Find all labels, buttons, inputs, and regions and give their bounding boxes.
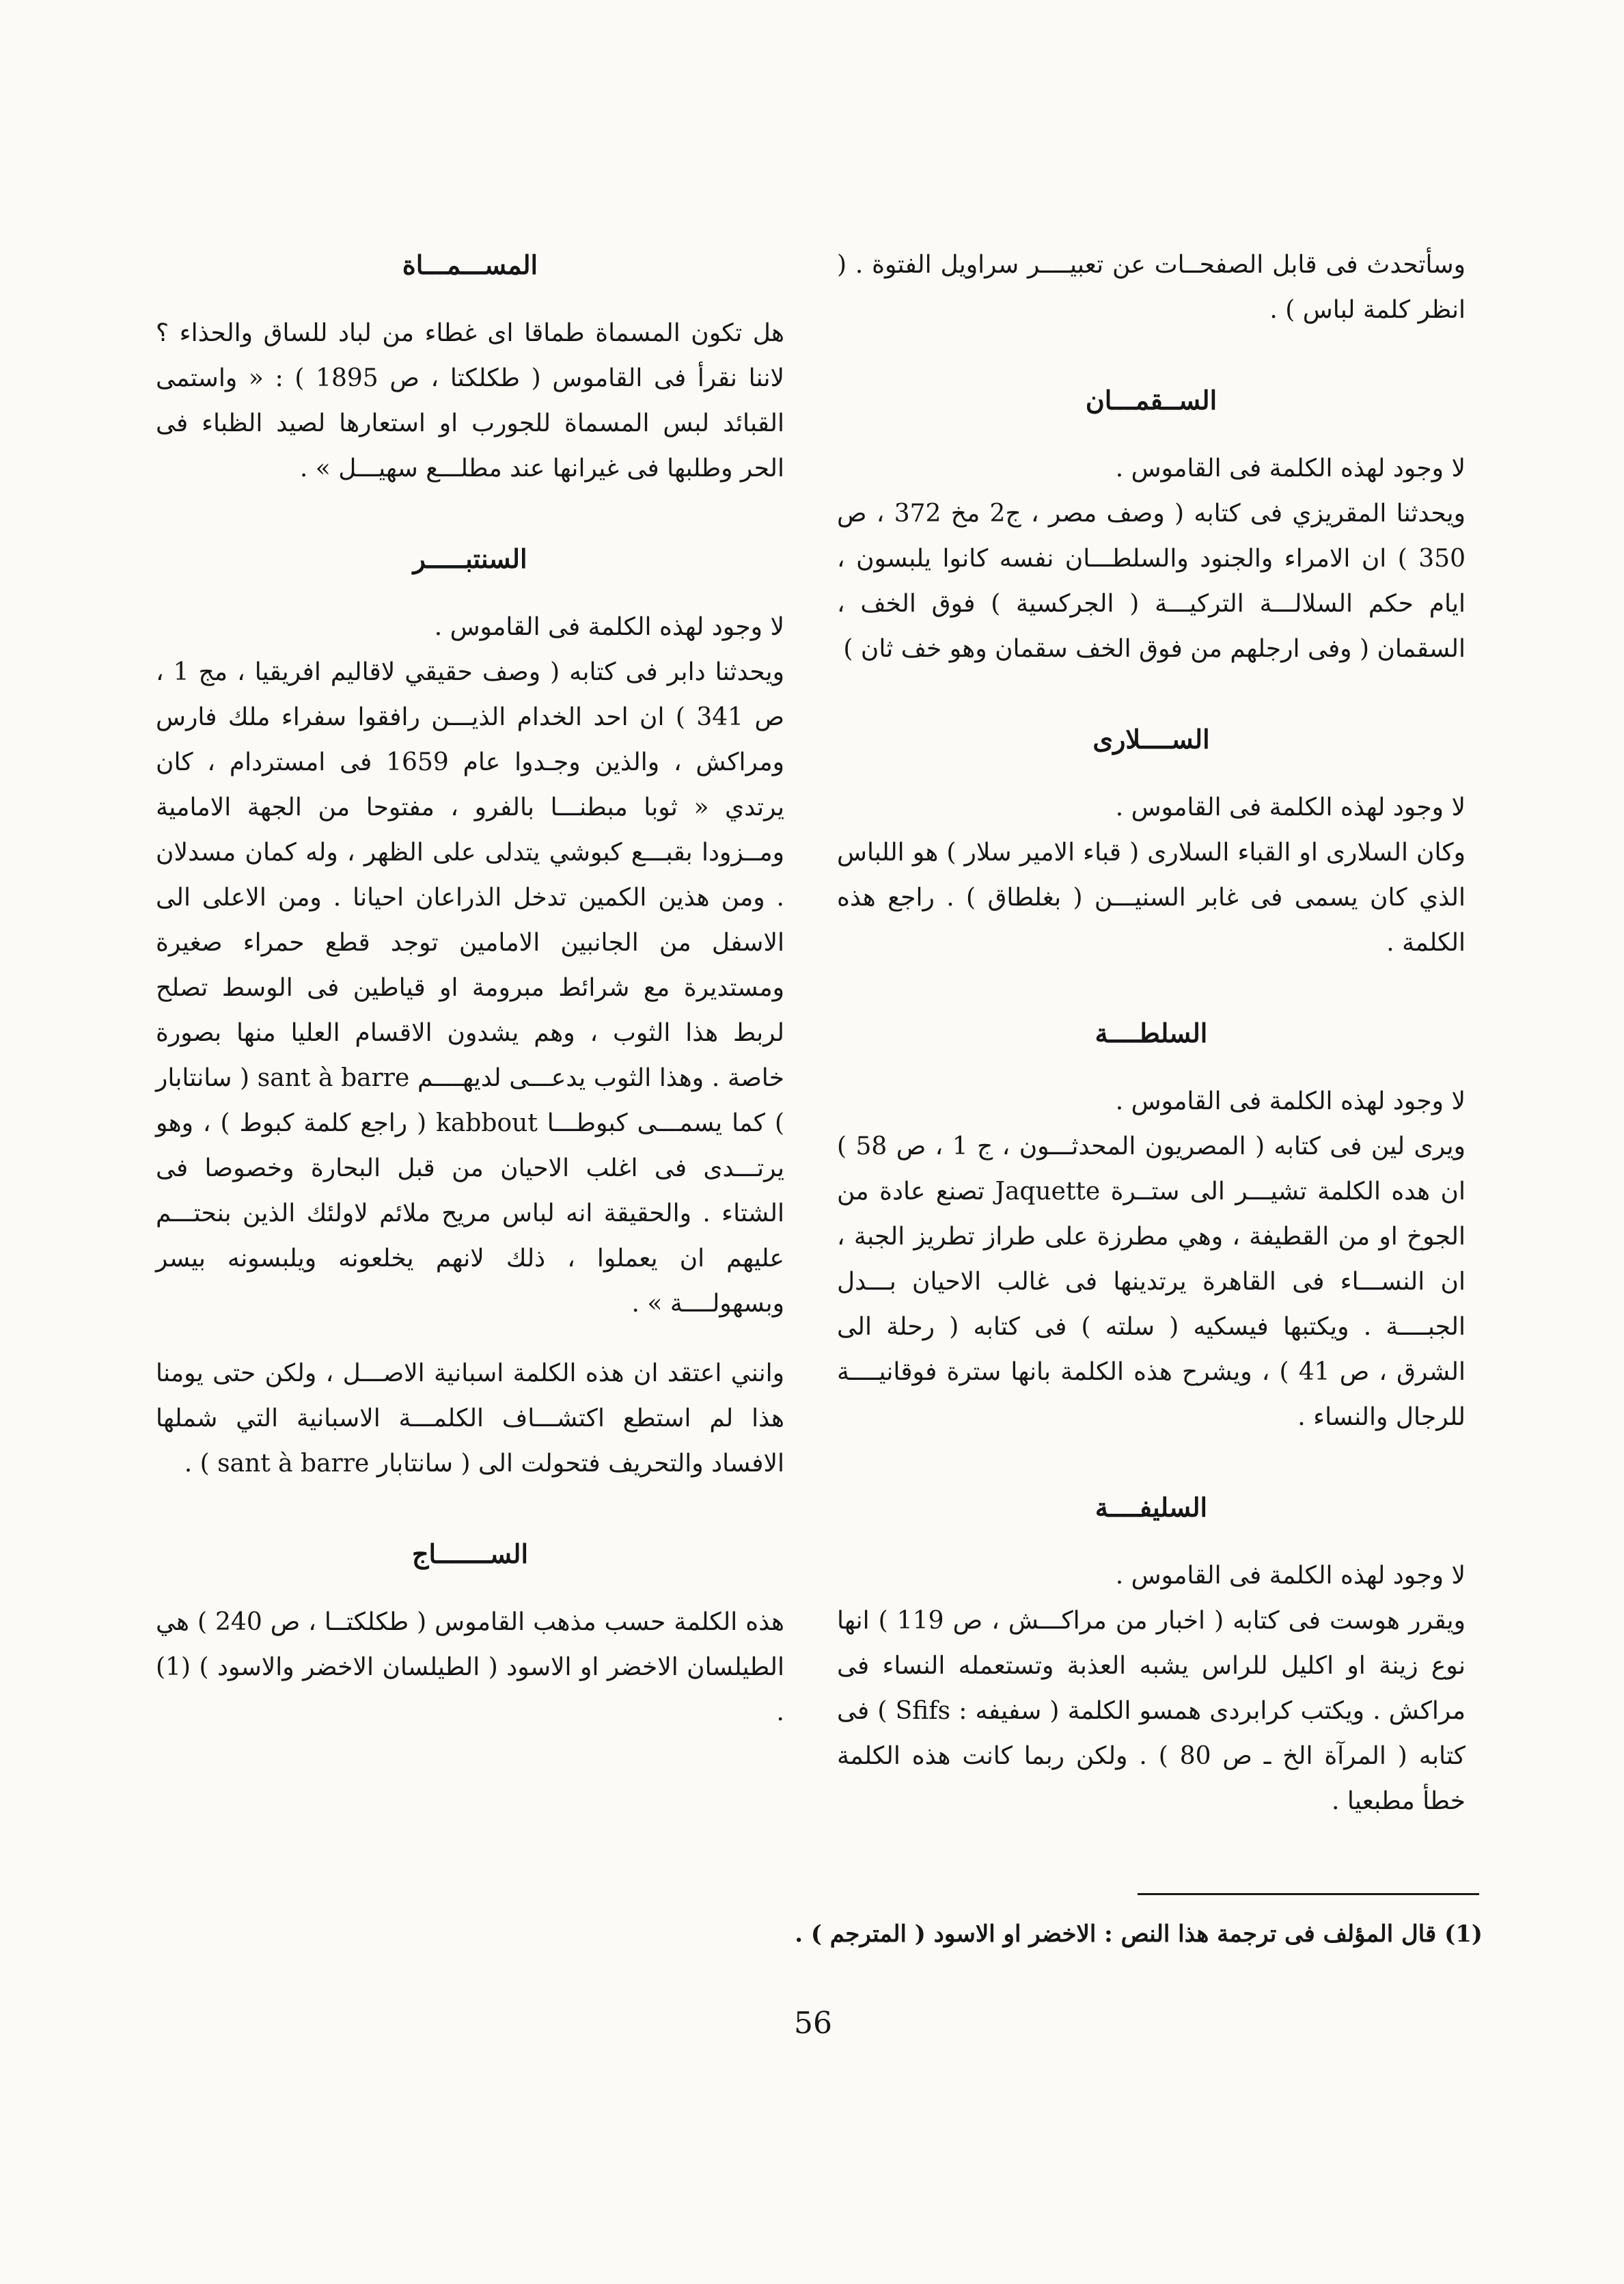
section-title-santabar: السنتبـــــر	[413, 543, 527, 574]
section-paragraph: هذه الكلمة حسب مذهب القاموس ( طكلكتــا ، ص 240 ) هي الطيلسان الاخضر او الاسود ( الطيلسان الاخضر والاسود ) (1) .	[156, 1608, 784, 1726]
page-number: 56	[794, 2006, 832, 2041]
section-title-salifa: السليفــــة	[1095, 1492, 1208, 1523]
footnote: (1) قال المؤلف فى ترجمة هذا النص : الاخضر او الاسود ( المترجم ) .	[795, 1920, 1483, 1948]
section-paragraph: ويحدثنا دابر فى كتابه ( وصف حقيقي لاقاليم افريقيا ، مج 1 ، ص 341 ) ان احد الخدام الذيـــن رافقوا سفراء ملك فارس ومراكش ، والذين وجـدوا عام 1659 فى امستردام ، كان يرتدي « ثوبا مبطنـــا بالفرو ، مفتوحا من الجهة الامامية ومــزودا بقبـــع كبوشي يتدلى على الظهر ، وله كمان مسدلان . ومن هذين الكمين تدخل الذراعان احيانا . ومن الاعلى الى الاسفل من الجانبين الامامين توجد قطع حمراء صغيرة ومستديرة مع شرائط مبرومة او قياطين فى الوسط تصلح لربط هذا الثوب ، وهم يشدون الاقسام العليا منها بصورة خاصة . وهذا الثوب يدعـــى لديهــــم sant à barre ( سانتابار ) كما يسمـــى كبوطـــا kabbout ( راجع كلمة كبوط ) ، وهو يرتـــدى فى اغلب الاحيان من قبل البحارة وخصوصا فى الشتاء . والحقيقة انه لباس مريح ملائم لاولئك الذين بنحتـــم عليهم ان يعملوا ، ذلك لانهم يخلعونه ويلبسونه بيسر وبسهولــــة » .	[156, 658, 785, 1318]
section-paragraph: لا وجود لهذه الكلمة فى القاموس .	[434, 613, 784, 641]
section-title-musammat: المســـمـــاة	[402, 249, 538, 280]
section-paragraph: وكان السلارى او القباء السلارى ( قباء الامير سلار ) هو اللباس الذي كان يسمى فى غابر السنيـــن ( بغلطاق ) . راجع هذه الكلمة .	[837, 839, 1465, 957]
section-paragraph: وانني اعتقد ان هذه الكلمة اسبانية الاصـــل ، ولكن حتى يومنا هذا لم استطع اكتشـــاف الكلمـــة الاسبانية التي شملها الافساد والتحريف فتحولت الى ( سانتابار sant à barre ) .	[156, 1359, 784, 1478]
section-title-sallari: الســــلارى	[1092, 724, 1210, 754]
left-column	[156, 243, 784, 1735]
section-paragraph: ويحدثنا المقريزي فى كتابه ( وصف مصر ، ج2 مخ 372 ، ص 350 ) ان الامراء والجنود والسلطـــان نفسه كانوا يلبسون ، ايام حكم السلالـــة التركيـــة ( الجركسية ) فوق الخف ، السقمان ( وفى ارجلهم من فوق الخف سقمان وهو خف ثان )	[837, 500, 1465, 663]
right-column	[837, 243, 1465, 1824]
section-title-saj: الســـــــاج	[411, 1538, 529, 1569]
section-paragraph: لا وجود لهذه الكلمة فى القاموس .	[1115, 454, 1465, 482]
footnote-divider	[1138, 1893, 1479, 1895]
section-paragraph: لا وجود لهذه الكلمة فى القاموس .	[1115, 793, 1465, 821]
section-title-saqman: الســقمـــان	[1085, 385, 1217, 416]
section-paragraph: ويقرر هوست فى كتابه ( اخبار من مراكـــش ، ص 119 ) انها نوع زينة او اكليل للراس يشبه العذبة وتستعمله النساء فى مراكش . ويكتب كرابردى همسو الكلمة ( سفيفه : Sfifs ) فى كتابه ( المرآة الخ ـ ص 80 ) . ولكن ربما كانت هذه الكلمة خطأ مطبعيا .	[837, 1607, 1465, 1815]
intro-paragraph: وسأتحدث فى قابل الصفحــات عن تعبيــــر سراويل الفتوة . ( انظر كلمة لباس ) .	[837, 251, 1465, 324]
section-paragraph: لا وجود لهذه الكلمة فى القاموس .	[1115, 1562, 1465, 1590]
section-title-sulta: السلطــــة	[1095, 1018, 1208, 1048]
section-paragraph: هل تكون المسماة طماقا اى غطاء من لباد للساق والحذاء ؟ لاننا نقرأ فى القاموس ( طكلكتا ، ص 1895 ) : « واستمى القبائد لبس المسماة للجورب او استعارها لصيد الظباء فى الحر وطلبها فى غيرانها عند مطلـــع سهيـــل » .	[156, 319, 784, 482]
section-paragraph: ويرى لين فى كتابه ( المصريون المحدثـــون ، ج 1 ، ص 58 ) ان هده الكلمة تشيـــر الى ستــرة Jaquette تصنع عادة من الجوخ او من القطيفة ، وهي مطرزة على طراز تطريز الجبة ، ان النســـاء فى القاهرة يرتدينها فى غالب الاحيان بـــدل الجبــــة . ويكتبها فيسكيه ( سلته ) فى كتابه ( رحلة الى الشرق ، ص 41 ) ، ويشرح هذه الكلمة بانها سترة فوقانيــــة للرجال والنساء .	[837, 1132, 1465, 1431]
section-paragraph: لا وجود لهذه الكلمة فى القاموس .	[1115, 1087, 1465, 1115]
